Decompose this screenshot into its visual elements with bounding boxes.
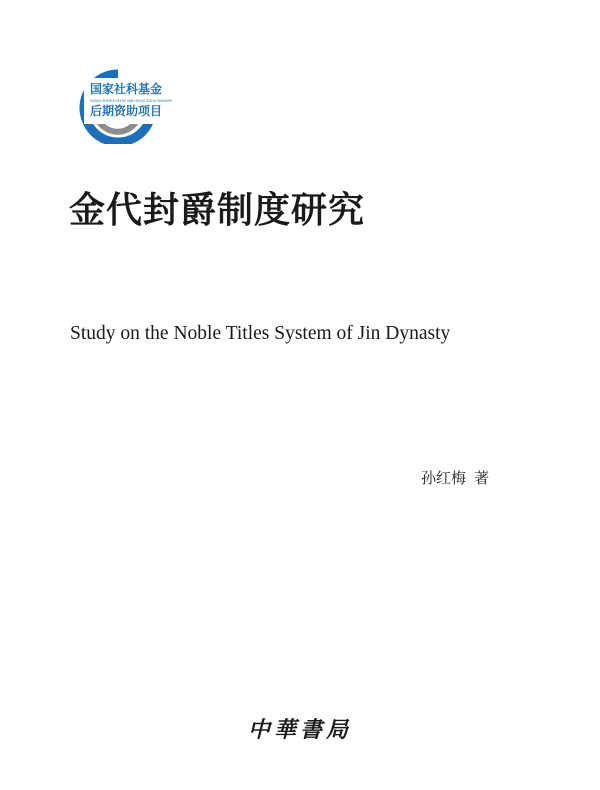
author-line (421, 467, 489, 488)
book-title-english: Study on the Noble Titles System of Jin Dynasty (70, 323, 451, 344)
seal-icon (62, 68, 174, 144)
book-title-chinese: 金代封爵制度研究 (69, 189, 366, 231)
fund-seal-logo (62, 68, 174, 144)
author-name: 孙红梅 (421, 469, 467, 487)
author-role: 著 (474, 469, 490, 487)
seal-line2: 后期资助项目 (90, 104, 163, 118)
seal-line1: 国家社科基金 (90, 82, 163, 96)
publisher-name: 中華書局 (248, 717, 353, 743)
seal-pinyin: GUOJIA SHEHUI KEXUE JIJIN HOUQI ZIZHU XIANGMU (90, 99, 173, 103)
